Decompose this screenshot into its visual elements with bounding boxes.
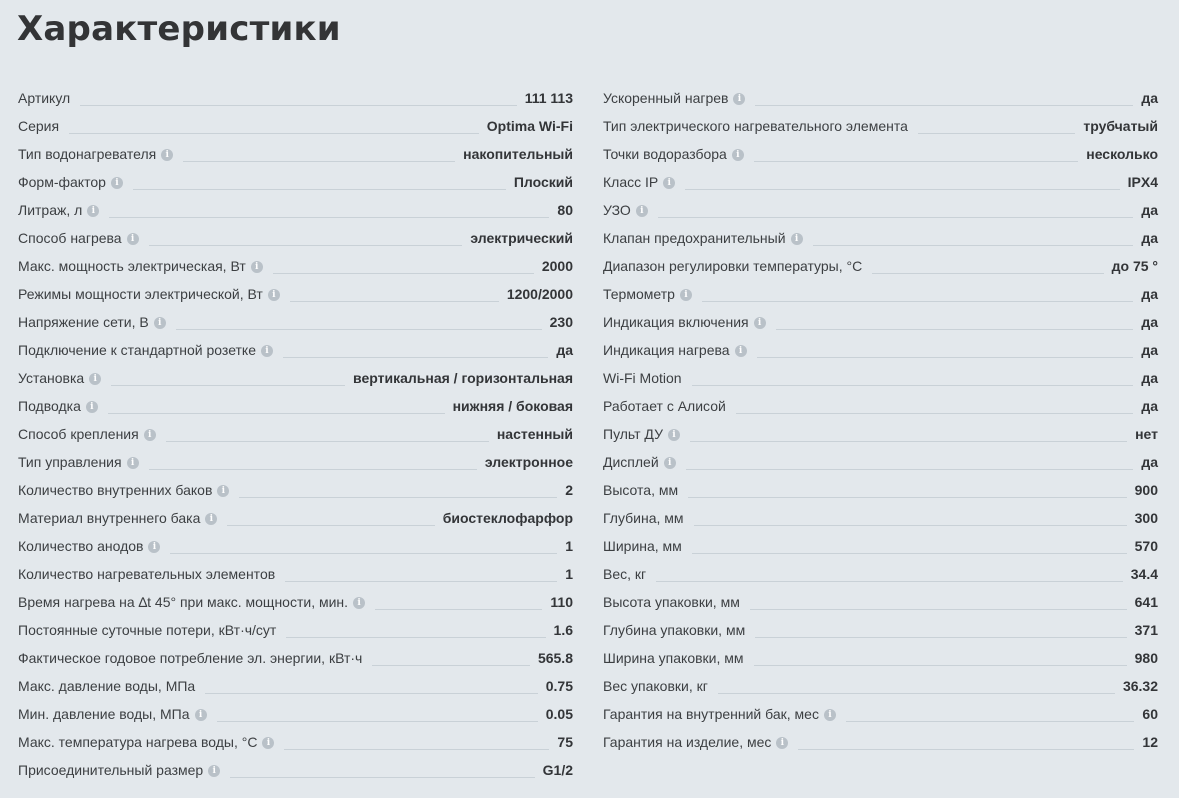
spec-label-group bbox=[603, 174, 675, 196]
spec-label: Ускоренный нагрев bbox=[603, 90, 729, 106]
spec-label: Гарантия на внутренний бак, мес bbox=[603, 706, 819, 722]
spec-label-group bbox=[603, 230, 803, 252]
spec-value: 36.32 bbox=[1122, 678, 1158, 694]
dotted-leader-line bbox=[183, 161, 455, 162]
spec-label-group bbox=[18, 538, 160, 560]
spec-value: 980 bbox=[1134, 650, 1158, 666]
spec-value: электрический bbox=[470, 230, 573, 246]
spec-row bbox=[603, 420, 1158, 448]
dotted-leader-line bbox=[286, 637, 545, 638]
spec-value: да bbox=[1141, 454, 1158, 470]
spec-label: Индикация включения bbox=[603, 314, 749, 330]
spec-value: 300 bbox=[1134, 510, 1158, 526]
dotted-leader-line bbox=[872, 273, 1103, 274]
spec-label: Напряжение сети, В bbox=[18, 314, 149, 330]
spec-label-group bbox=[18, 90, 70, 112]
spec-row bbox=[603, 112, 1158, 140]
info-icon[interactable]: i bbox=[735, 345, 747, 357]
spec-row bbox=[18, 196, 573, 224]
info-icon[interactable]: i bbox=[111, 177, 123, 189]
spec-value: вертикальная / горизонтальная bbox=[353, 370, 573, 386]
spec-value: 60 bbox=[1142, 706, 1158, 722]
spec-value: 2000 bbox=[541, 258, 573, 274]
dotted-leader-line bbox=[285, 581, 557, 582]
spec-row bbox=[18, 672, 573, 700]
dotted-leader-line bbox=[750, 609, 1127, 610]
spec-label: Режимы мощности электрической, Вт bbox=[18, 286, 263, 302]
dotted-leader-line bbox=[736, 413, 1134, 414]
spec-value: да bbox=[1141, 286, 1158, 302]
spec-value: 230 bbox=[549, 314, 573, 330]
spec-value: да bbox=[1141, 398, 1158, 414]
spec-row bbox=[18, 364, 573, 392]
dotted-leader-line bbox=[227, 525, 434, 526]
spec-label-group bbox=[18, 398, 98, 420]
spec-value: накопительный bbox=[463, 146, 573, 162]
spec-label-group bbox=[603, 650, 744, 672]
info-icon[interactable]: i bbox=[217, 485, 229, 497]
spec-label-group bbox=[603, 202, 648, 224]
spec-value: 570 bbox=[1134, 538, 1158, 554]
spec-label: Высота, мм bbox=[603, 482, 679, 498]
spec-label: Установка bbox=[18, 370, 85, 386]
info-icon[interactable]: i bbox=[262, 737, 274, 749]
spec-row bbox=[603, 560, 1158, 588]
spec-label-group bbox=[18, 482, 229, 504]
spec-label-group bbox=[18, 762, 220, 784]
spec-label: Ширина, мм bbox=[603, 538, 682, 554]
info-icon[interactable]: i bbox=[161, 149, 173, 161]
spec-row bbox=[18, 168, 573, 196]
dotted-leader-line bbox=[176, 329, 542, 330]
spec-value: да bbox=[1141, 90, 1158, 106]
info-icon[interactable]: i bbox=[664, 457, 676, 469]
dotted-leader-line bbox=[656, 581, 1123, 582]
spec-value: 111 113 bbox=[524, 90, 573, 106]
spec-value: нет bbox=[1135, 426, 1158, 442]
spec-label: Высота упаковки, мм bbox=[603, 594, 740, 610]
spec-row bbox=[18, 112, 573, 140]
spec-row bbox=[603, 364, 1158, 392]
spec-row bbox=[603, 728, 1158, 756]
spec-value: до 75 ° bbox=[1111, 258, 1158, 274]
spec-label: Тип электрического нагревательного элемента bbox=[603, 118, 908, 134]
info-icon[interactable]: i bbox=[776, 737, 788, 749]
spec-row bbox=[18, 560, 573, 588]
spec-label-group bbox=[603, 566, 646, 588]
spec-row bbox=[603, 336, 1158, 364]
spec-value: 1 bbox=[565, 566, 573, 582]
spec-label-group bbox=[18, 286, 280, 308]
spec-row bbox=[18, 728, 573, 756]
spec-label-group bbox=[18, 146, 173, 168]
dotted-leader-line bbox=[372, 665, 530, 666]
spec-label-group bbox=[18, 258, 263, 280]
dotted-leader-line bbox=[685, 189, 1119, 190]
spec-label: Тип управления bbox=[18, 454, 122, 470]
spec-value: нижняя / боковая bbox=[452, 398, 573, 414]
spec-label: Материал внутреннего бака bbox=[18, 510, 201, 526]
spec-value: 80 bbox=[557, 202, 573, 218]
spec-value: 34.4 bbox=[1130, 566, 1158, 582]
dotted-leader-line bbox=[290, 301, 499, 302]
dotted-leader-line bbox=[686, 469, 1134, 470]
info-icon[interactable]: i bbox=[754, 317, 766, 329]
spec-label: УЗО bbox=[603, 202, 631, 218]
spec-row bbox=[603, 672, 1158, 700]
spec-label: Точки водоразбора bbox=[603, 146, 727, 162]
spec-value: несколько bbox=[1086, 146, 1158, 162]
spec-label-group bbox=[603, 454, 676, 476]
spec-label: Тип водонагревателя bbox=[18, 146, 157, 162]
spec-label-group bbox=[18, 230, 139, 252]
spec-row bbox=[18, 84, 573, 112]
spec-label: Присоединительный размер bbox=[18, 762, 204, 778]
dotted-leader-line bbox=[718, 693, 1115, 694]
spec-value: 1 bbox=[565, 538, 573, 554]
spec-label-group bbox=[603, 342, 747, 364]
dotted-leader-line bbox=[166, 441, 489, 442]
dotted-leader-line bbox=[757, 357, 1134, 358]
spec-label-group bbox=[603, 90, 745, 112]
spec-label-group bbox=[18, 566, 275, 588]
spec-label-group bbox=[603, 706, 836, 728]
spec-value: G1/2 bbox=[542, 762, 573, 778]
dotted-leader-line bbox=[755, 105, 1133, 106]
spec-label-group bbox=[18, 370, 101, 392]
spec-label-group bbox=[603, 398, 726, 420]
spec-value: 110 bbox=[550, 594, 573, 610]
dotted-leader-line bbox=[692, 385, 1134, 386]
spec-label-group bbox=[603, 286, 692, 308]
spec-label: Литраж, л bbox=[18, 202, 83, 218]
spec-label-group bbox=[18, 342, 273, 364]
spec-value: 12 bbox=[1142, 734, 1158, 750]
info-icon[interactable]: i bbox=[680, 289, 692, 301]
spec-label: Форм-фактор bbox=[18, 174, 106, 190]
spec-label-group bbox=[603, 118, 908, 140]
spec-label: Пульт ДУ bbox=[603, 426, 663, 442]
spec-label: Вес упаковки, кг bbox=[603, 678, 708, 694]
spec-row bbox=[18, 588, 573, 616]
info-icon[interactable]: i bbox=[89, 373, 101, 385]
spec-value: Плоский bbox=[513, 174, 573, 190]
dotted-leader-line bbox=[375, 609, 542, 610]
specs-column-right bbox=[603, 84, 1158, 756]
spec-label: Макс. давление воды, МПа bbox=[18, 678, 196, 694]
info-icon[interactable]: i bbox=[87, 205, 99, 217]
spec-label-group bbox=[603, 370, 682, 392]
spec-value: да bbox=[1141, 230, 1158, 246]
spec-label-group bbox=[603, 510, 684, 532]
spec-row bbox=[18, 644, 573, 672]
spec-row bbox=[603, 476, 1158, 504]
info-icon[interactable]: i bbox=[208, 765, 220, 777]
spec-value: IPX4 bbox=[1127, 174, 1158, 190]
dotted-leader-line bbox=[688, 497, 1127, 498]
spec-value: да bbox=[1141, 314, 1158, 330]
spec-label-group bbox=[603, 314, 766, 336]
spec-value: да bbox=[1141, 370, 1158, 386]
spec-label-group bbox=[18, 706, 207, 728]
dotted-leader-line bbox=[230, 777, 534, 778]
info-icon[interactable]: i bbox=[353, 597, 365, 609]
spec-label: Артикул bbox=[18, 90, 71, 106]
spec-row bbox=[18, 504, 573, 532]
info-icon[interactable]: i bbox=[154, 317, 166, 329]
info-icon[interactable]: i bbox=[195, 709, 207, 721]
spec-label: Фактическое годовое потребление эл. энергии, кВт·ч bbox=[18, 650, 363, 666]
dotted-leader-line bbox=[273, 273, 534, 274]
spec-value: да bbox=[1141, 202, 1158, 218]
spec-value: настенный bbox=[496, 426, 573, 442]
spec-row bbox=[603, 252, 1158, 280]
spec-label: Макс. мощность электрическая, Вт bbox=[18, 258, 246, 274]
spec-label-group bbox=[18, 678, 195, 700]
spec-label: Индикация нагрева bbox=[603, 342, 730, 358]
spec-row bbox=[603, 84, 1158, 112]
dotted-leader-line bbox=[658, 217, 1134, 218]
spec-label-group bbox=[18, 454, 139, 476]
dotted-leader-line bbox=[846, 721, 1134, 722]
info-icon[interactable]: i bbox=[668, 429, 680, 441]
spec-value: 0.05 bbox=[545, 706, 573, 722]
dotted-leader-line bbox=[217, 721, 538, 722]
spec-label: Глубина упаковки, мм bbox=[603, 622, 746, 638]
spec-row bbox=[18, 224, 573, 252]
spec-label: Wi-Fi Motion bbox=[603, 370, 682, 386]
spec-label: Диапазон регулировки температуры, °С bbox=[603, 258, 863, 274]
dotted-leader-line bbox=[702, 301, 1133, 302]
spec-label: Класс IP bbox=[603, 174, 659, 190]
info-icon[interactable]: i bbox=[663, 177, 675, 189]
info-icon[interactable]: i bbox=[86, 401, 98, 413]
spec-label: Постоянные суточные потери, кВт·ч/сут bbox=[18, 622, 277, 638]
spec-label-group bbox=[18, 650, 362, 672]
info-icon[interactable]: i bbox=[791, 233, 803, 245]
spec-value: 565.8 bbox=[537, 650, 573, 666]
spec-row bbox=[18, 308, 573, 336]
dotted-leader-line bbox=[133, 189, 506, 190]
dotted-leader-line bbox=[109, 217, 549, 218]
spec-label-group bbox=[603, 258, 862, 280]
spec-value: 1200/2000 bbox=[506, 286, 573, 302]
dotted-leader-line bbox=[284, 749, 549, 750]
spec-label: Количество внутренних баков bbox=[18, 482, 213, 498]
spec-row bbox=[603, 588, 1158, 616]
dotted-leader-line bbox=[694, 525, 1127, 526]
spec-label: Вес, кг bbox=[603, 566, 647, 582]
spec-value: 75 bbox=[557, 734, 573, 750]
spec-label: Количество нагревательных элементов bbox=[18, 566, 276, 582]
spec-label: Способ крепления bbox=[18, 426, 139, 442]
spec-row bbox=[603, 308, 1158, 336]
dotted-leader-line bbox=[754, 161, 1078, 162]
spec-label: Серия bbox=[18, 118, 60, 134]
spec-row bbox=[18, 476, 573, 504]
spec-value: Optima Wi-Fi bbox=[486, 118, 573, 134]
info-icon[interactable]: i bbox=[127, 233, 139, 245]
spec-label-group bbox=[18, 314, 166, 336]
dotted-leader-line bbox=[754, 665, 1127, 666]
spec-value: 1.6 bbox=[553, 622, 573, 638]
spec-row bbox=[603, 392, 1158, 420]
spec-row bbox=[18, 616, 573, 644]
page-title: Характеристики bbox=[17, 9, 341, 49]
spec-value: электронное bbox=[484, 454, 573, 470]
dotted-leader-line bbox=[798, 749, 1134, 750]
spec-value: 900 bbox=[1134, 482, 1158, 498]
spec-row bbox=[603, 532, 1158, 560]
info-icon[interactable]: i bbox=[144, 429, 156, 441]
spec-label-group bbox=[603, 622, 745, 644]
spec-label-group bbox=[603, 482, 678, 504]
info-icon[interactable]: i bbox=[824, 709, 836, 721]
spec-label: Работает с Алисой bbox=[603, 398, 726, 414]
dotted-leader-line bbox=[170, 553, 557, 554]
spec-label-group bbox=[603, 734, 788, 756]
spec-row bbox=[603, 644, 1158, 672]
dotted-leader-line bbox=[813, 245, 1134, 246]
dotted-leader-line bbox=[149, 469, 477, 470]
spec-value: 641 bbox=[1134, 594, 1158, 610]
spec-label-group bbox=[18, 734, 274, 756]
spec-label: Количество анодов bbox=[18, 538, 144, 554]
spec-row bbox=[18, 420, 573, 448]
dotted-leader-line bbox=[111, 385, 345, 386]
spec-value: да bbox=[556, 342, 573, 358]
spec-value: трубчатый bbox=[1083, 118, 1158, 134]
spec-label-group bbox=[603, 426, 680, 448]
info-icon[interactable]: i bbox=[127, 457, 139, 469]
info-icon[interactable]: i bbox=[732, 149, 744, 161]
spec-label: Глубина, мм bbox=[603, 510, 684, 526]
spec-label-group bbox=[18, 118, 59, 140]
spec-row bbox=[603, 448, 1158, 476]
spec-row bbox=[18, 336, 573, 364]
dotted-leader-line bbox=[149, 245, 463, 246]
dotted-leader-line bbox=[283, 357, 548, 358]
dotted-leader-line bbox=[80, 105, 517, 106]
info-icon[interactable]: i bbox=[261, 345, 273, 357]
spec-label: Клапан предохранительный bbox=[603, 230, 786, 246]
spec-label-group bbox=[603, 538, 682, 560]
spec-row bbox=[18, 280, 573, 308]
dotted-leader-line bbox=[918, 133, 1075, 134]
spec-label-group bbox=[603, 678, 708, 700]
spec-label-group bbox=[18, 202, 99, 224]
spec-label-group bbox=[18, 510, 217, 532]
dotted-leader-line bbox=[776, 329, 1134, 330]
spec-value: 0.75 bbox=[545, 678, 573, 694]
spec-row bbox=[18, 252, 573, 280]
spec-label-group bbox=[18, 594, 365, 616]
info-icon[interactable]: i bbox=[268, 289, 280, 301]
spec-row bbox=[603, 168, 1158, 196]
spec-row bbox=[603, 280, 1158, 308]
spec-row bbox=[18, 756, 573, 784]
dotted-leader-line bbox=[755, 637, 1126, 638]
spec-value: 371 bbox=[1134, 622, 1158, 638]
spec-label-group bbox=[603, 146, 744, 168]
spec-row bbox=[603, 196, 1158, 224]
dotted-leader-line bbox=[205, 693, 538, 694]
spec-label-group bbox=[18, 174, 123, 196]
specs-column-left bbox=[18, 84, 573, 784]
spec-label: Мин. давление воды, МПа bbox=[18, 706, 190, 722]
spec-label: Ширина упаковки, мм bbox=[603, 650, 744, 666]
spec-label-group bbox=[18, 426, 156, 448]
spec-label: Время нагрева на ∆t 45° при макс. мощности, мин. bbox=[18, 594, 349, 610]
spec-row bbox=[18, 700, 573, 728]
spec-label: Гарантия на изделие, мес bbox=[603, 734, 772, 750]
spec-label: Дисплей bbox=[603, 454, 659, 470]
spec-label: Термометр bbox=[603, 286, 675, 302]
spec-label: Способ нагрева bbox=[18, 230, 122, 246]
dotted-leader-line bbox=[239, 497, 557, 498]
spec-row bbox=[18, 140, 573, 168]
spec-label: Подводка bbox=[18, 398, 81, 414]
dotted-leader-line bbox=[690, 441, 1127, 442]
spec-row bbox=[603, 700, 1158, 728]
spec-row bbox=[18, 392, 573, 420]
spec-row bbox=[18, 532, 573, 560]
info-icon[interactable]: i bbox=[251, 261, 263, 273]
info-icon[interactable]: i bbox=[205, 513, 217, 525]
info-icon[interactable]: i bbox=[733, 93, 745, 105]
spec-row bbox=[603, 504, 1158, 532]
spec-value: биостеклофарфор bbox=[442, 510, 573, 526]
spec-row bbox=[603, 224, 1158, 252]
spec-value: 2 bbox=[565, 482, 573, 498]
spec-row bbox=[603, 140, 1158, 168]
dotted-leader-line bbox=[108, 413, 445, 414]
spec-row bbox=[603, 616, 1158, 644]
info-icon[interactable]: i bbox=[636, 205, 648, 217]
info-icon[interactable]: i bbox=[148, 541, 160, 553]
dotted-leader-line bbox=[69, 133, 479, 134]
spec-label-group bbox=[603, 594, 740, 616]
spec-label: Макс. температура нагрева воды, °С bbox=[18, 734, 258, 750]
spec-label-group bbox=[18, 622, 276, 644]
spec-row bbox=[18, 448, 573, 476]
dotted-leader-line bbox=[692, 553, 1127, 554]
spec-value: да bbox=[1141, 342, 1158, 358]
spec-label: Подключение к стандартной розетке bbox=[18, 342, 256, 358]
